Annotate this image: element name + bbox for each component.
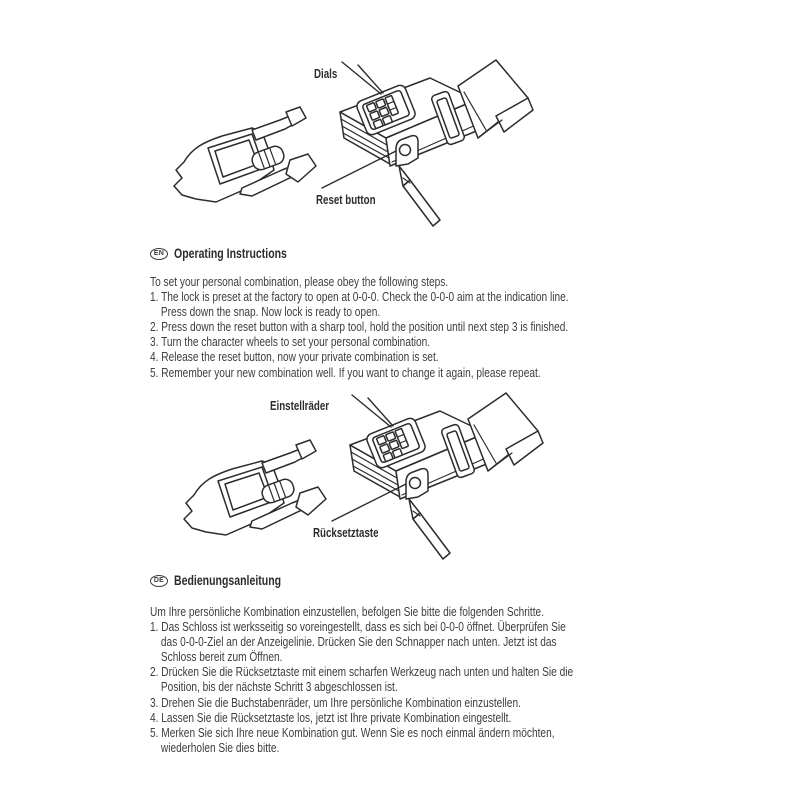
language-badge-en: EN — [150, 248, 168, 260]
instruction-line: 4. Release the reset button, now your private combination is set. — [150, 349, 439, 365]
instruction-line: 5. Merken Sie sich Ihre neue Kombination gut. Wenn Sie es noch einmal ändern möchten, — [150, 724, 555, 740]
instruction-line: wiederholen Sie dies bitte. — [160, 739, 280, 755]
buckle-lock-drawing-en — [152, 52, 547, 237]
dials-label: Einstellräder — [270, 399, 330, 413]
instruction-line: 4. Lassen Sie die Rücksetztaste los, jetzt ist Ihre private Kombination eingestellt. — [150, 709, 512, 725]
instruction-line: Position, bis der nächste Schritt 3 abgeschlossen ist. — [160, 679, 398, 695]
diagram-de — [162, 385, 557, 570]
section-header-en — [150, 246, 319, 261]
section-title-de: Bedienungsanleitung — [174, 573, 282, 588]
instruction-line: 1. Das Schloss ist werksseitig so voreingestellt, dass es sich bei 0-0-0 öffnet. Überprüfen Sie — [150, 619, 566, 635]
instruction-line: 1. The lock is preset at the factory to open at 0-0-0. Check the 0-0-0 aim at the indication line. — [150, 289, 569, 305]
reset-button-label: Reset button — [316, 193, 376, 207]
section-title-en: Operating Instructions — [174, 246, 287, 261]
buckle-lock-drawing-de — [162, 385, 557, 570]
instructions-de — [150, 604, 573, 755]
instruction-line: Schloss bereit zum Öffnen. — [160, 649, 283, 665]
instruction-line: Um Ihre persönliche Kombination einzustellen, befolgen Sie bitte die folgenden Schritte. — [150, 604, 545, 619]
section-header-de — [150, 573, 311, 588]
reset-button-label: Rücksetztaste — [313, 526, 379, 540]
instruction-line: Press down the snap. Now lock is ready to open. — [160, 304, 381, 320]
instruction-line: To set your personal combination, please obey the following steps. — [150, 274, 449, 289]
instruction-line: 2. Press down the reset button with a sharp tool, hold the position until next step 3 is finished. — [150, 319, 569, 335]
instruction-line: 2. Drücken Sie die Rücksetztaste mit einem scharfen Werkzeug nach unten und halten Sie die — [150, 664, 574, 680]
diagram-en — [152, 52, 547, 237]
instructions-en — [150, 274, 569, 380]
dials-label: Dials — [314, 67, 338, 81]
instruction-line: 5. Remember your new combination well. If you want to change it again, please repeat. — [150, 364, 541, 380]
instruction-line: 3. Drehen Sie die Buchstabenräder, um Ihre persönliche Kombination einzustellen. — [150, 694, 521, 710]
instruction-line: 3. Turn the character wheels to set your personal combination. — [150, 334, 431, 350]
instruction-line: das 0-0-0-Ziel an der Anzeigelinie. Drücken Sie den Schnapper nach unten. Jetzt ist das — [160, 634, 557, 650]
language-badge-de: DE — [150, 575, 168, 587]
